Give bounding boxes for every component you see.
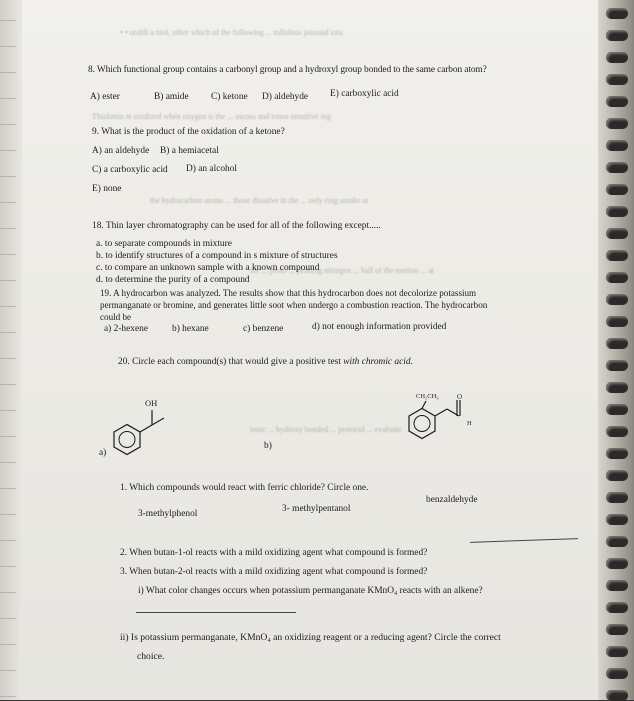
margin-tick bbox=[0, 540, 16, 541]
margin-tick bbox=[0, 592, 16, 593]
q8-option-a[interactable]: A) ester bbox=[90, 92, 120, 102]
margin-tick bbox=[0, 670, 16, 671]
p2-q1-choice-1[interactable]: 3-methylphenol bbox=[138, 509, 198, 519]
q20-question bbox=[118, 356, 413, 368]
spiral-ring bbox=[606, 118, 628, 129]
p2-q3i-answer-line[interactable] bbox=[136, 612, 296, 613]
margin-tick bbox=[0, 228, 16, 229]
spiral-ring bbox=[606, 514, 628, 525]
q9-option-a[interactable]: A) an aldehyde bbox=[92, 146, 150, 156]
spiral-ring bbox=[606, 74, 628, 85]
margin-tick bbox=[0, 410, 16, 411]
carbonyl-o-label: O bbox=[457, 393, 463, 401]
margin-tick bbox=[0, 150, 16, 151]
spiral-ring bbox=[606, 558, 628, 569]
q19-line-3: could be bbox=[100, 312, 132, 322]
spiral-ring bbox=[606, 690, 628, 701]
spiral-ring bbox=[606, 206, 628, 217]
margin-tick bbox=[0, 514, 16, 515]
spiral-ring bbox=[606, 492, 628, 503]
bleed-text-3: the ... proto ... pending nitrogen ... ball of the motion ... at bbox=[250, 266, 434, 275]
margin-tick bbox=[0, 72, 16, 73]
q9-option-d[interactable]: D) an alcohol bbox=[186, 164, 238, 174]
spiral-ring bbox=[606, 52, 628, 63]
q19-option-b[interactable]: b) hexane bbox=[172, 324, 209, 334]
spiral-ring bbox=[606, 162, 628, 173]
q9-question: 9. What is the product of the oxidation of a ketone? bbox=[92, 127, 285, 137]
p2-q1-question: 1. Which compounds would react with ferric chloride? Circle one. bbox=[120, 483, 369, 493]
spiral-ring bbox=[606, 272, 628, 283]
aldehyde-h-label: H bbox=[467, 420, 472, 427]
margin-tick bbox=[0, 98, 16, 99]
oh-label: OH bbox=[145, 398, 158, 408]
p2-q1-choice-2[interactable]: 3- methylpentanol bbox=[282, 504, 351, 514]
margin-tick bbox=[0, 618, 16, 619]
q19-line-1: 19. A hydrocarbon was analyzed. The results show that this hydrocarbon does not decolorize potassium bbox=[100, 288, 477, 298]
spiral-ring bbox=[606, 602, 628, 613]
q8-option-e[interactable]: E) carboxylic acid bbox=[330, 89, 399, 99]
spiral-ring bbox=[606, 8, 628, 19]
compound-a-label[interactable]: a) bbox=[99, 448, 107, 458]
q9-option-e[interactable]: E) none bbox=[92, 184, 122, 194]
spiral-ring bbox=[606, 536, 628, 547]
aromatic-circle-a bbox=[119, 432, 135, 448]
spiral-ring bbox=[606, 448, 628, 459]
margin-tick bbox=[0, 358, 16, 359]
q9-option-c[interactable]: C) a carboxylic acid bbox=[92, 165, 168, 175]
spiral-ring bbox=[606, 646, 628, 657]
margin-tick bbox=[0, 644, 16, 645]
margin-tick bbox=[0, 384, 16, 385]
bond-ring-to-carbinol bbox=[140, 425, 152, 432]
benzene-ring-b bbox=[409, 409, 435, 439]
q8-option-c[interactable]: C) ketone bbox=[211, 92, 248, 102]
spiral-ring bbox=[606, 250, 628, 261]
margin-tick bbox=[0, 280, 16, 281]
ethyl-label: CH₂CH₃ bbox=[416, 393, 439, 400]
page-left-margin bbox=[0, 0, 22, 700]
spiral-ring bbox=[606, 668, 628, 679]
spiral-ring bbox=[606, 338, 628, 349]
margin-tick bbox=[0, 332, 16, 333]
q8-option-b[interactable]: B) amide bbox=[154, 92, 189, 102]
margin-tick bbox=[0, 488, 16, 489]
spiral-ring bbox=[606, 580, 628, 591]
q19-option-d[interactable]: d) not enough information provided bbox=[312, 322, 447, 332]
q18-option-b[interactable]: b. to identify structures of a compound in s mixture of structures bbox=[96, 251, 338, 261]
q19-line-2: permanganate or bromine, and generates little soot when undergo a combustion reaction. The hydrocarbon bbox=[100, 300, 488, 310]
bleed-text-2: the hydrocarbon atoms ... those dissolve in the ... only ring smoke ar bbox=[150, 196, 369, 205]
spiral-ring bbox=[606, 316, 628, 327]
compound-b-label[interactable]: b) bbox=[264, 441, 272, 451]
margin-tick bbox=[0, 306, 16, 307]
margin-tick bbox=[0, 124, 16, 125]
q8-question: 8. Which functional group contains a carbonyl group and a hydroxyl group bonded to the same carbon atom? bbox=[88, 65, 487, 75]
spiral-ring bbox=[606, 30, 628, 41]
margin-tick bbox=[0, 696, 16, 697]
margin-tick bbox=[0, 176, 16, 177]
q18-option-c[interactable]: c. to compare an unknown sample with a known compound bbox=[96, 263, 320, 273]
spiral-ring bbox=[606, 96, 628, 107]
margin-tick bbox=[0, 202, 16, 203]
margin-tick bbox=[0, 436, 16, 437]
q18-option-d[interactable]: d. to determine the purity of a compound bbox=[96, 275, 250, 285]
spiral-ring bbox=[606, 624, 628, 635]
margin-tick bbox=[0, 254, 16, 255]
bleed-text-1: Thisfortin te oxidized when oxygen is the ... ascoss and ionos sensitive ing bbox=[92, 112, 331, 121]
margin-tick bbox=[0, 462, 16, 463]
compound-a-structure[interactable] bbox=[100, 388, 180, 458]
spiral-ring bbox=[606, 140, 628, 151]
spiral-ring bbox=[606, 382, 628, 393]
q20-question-main: 20. Circle each compound(s) that would give a positive test bbox=[118, 357, 344, 367]
q9-option-b[interactable]: B) a hemiacetal bbox=[160, 146, 219, 156]
spiral-ring bbox=[606, 228, 628, 239]
p2-q2-answer-line[interactable] bbox=[470, 538, 578, 543]
p2-q3i-question: i) What color changes occurs when potassium permanganate KMnO₄ reacts with an alkene? bbox=[138, 586, 483, 596]
margin-tick bbox=[0, 20, 16, 21]
p2-q3ii-line-2: choice. bbox=[137, 651, 165, 662]
spiral-ring bbox=[606, 294, 628, 305]
p2-q3ii-line-1: ii) Is potassium permanganate, KMnO₄ an oxidizing reagent or a reducing agent? Circle the correct bbox=[120, 632, 501, 643]
margin-tick bbox=[0, 566, 16, 567]
spiral-ring bbox=[606, 184, 628, 195]
bleed-text-top: • • oraldi a niol, other which of the following ... tollulous jaiosaid iota bbox=[120, 28, 343, 37]
p2-q2-question: 2. When butan-1-ol reacts with a mild oxidizing agent what compound is formed? bbox=[120, 548, 428, 558]
benzene-ring-a bbox=[114, 425, 140, 455]
bond-ring-to-chain bbox=[435, 409, 447, 416]
p2-q1-choice-3[interactable]: benzaldehyde bbox=[426, 495, 478, 505]
p2-q3-question: 3. When butan-2-ol reacts with a mild oxidizing agent what compound is formed? bbox=[120, 567, 428, 577]
bond-c-methyl bbox=[152, 418, 164, 425]
spiral-ring bbox=[606, 426, 628, 437]
q18-option-a[interactable]: a. to separate compounds in mixture bbox=[96, 239, 232, 249]
q18-question: 18. Thin layer chromatography can be used for all of the following except..... bbox=[92, 221, 381, 231]
bleed-text-4: ionic ... hydroxy bonded ... protocol ... evaluate bbox=[250, 425, 402, 434]
q20-question-emphasis: with chromic acid. bbox=[343, 357, 413, 367]
spiral-ring bbox=[606, 360, 628, 371]
q19-option-c[interactable]: c) benzene bbox=[243, 324, 284, 334]
aromatic-circle-b bbox=[414, 416, 430, 432]
spiral-ring bbox=[606, 470, 628, 481]
q8-option-d[interactable]: D) aldehyde bbox=[262, 92, 309, 102]
spiral-ring bbox=[606, 404, 628, 415]
q19-option-a[interactable]: a) 2-hexene bbox=[104, 324, 148, 334]
margin-tick bbox=[0, 46, 16, 47]
